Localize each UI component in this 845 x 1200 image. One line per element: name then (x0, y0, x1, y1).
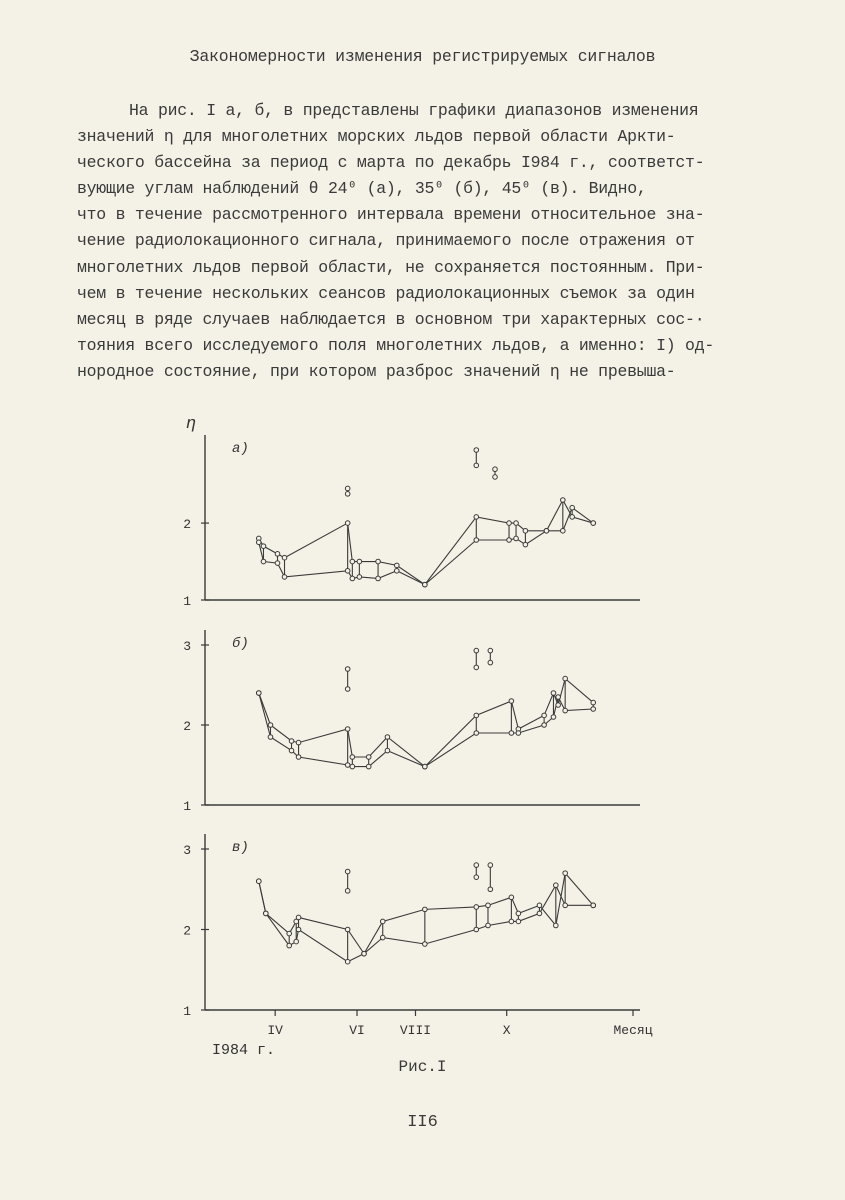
lower-point (514, 536, 519, 541)
chart-panel-2 (183, 630, 640, 814)
upper-point (366, 755, 371, 760)
upper-point (516, 911, 521, 916)
x-tick-label: VIII (399, 1023, 432, 1038)
panel-label: в) (232, 840, 249, 856)
isolated-range-top (488, 648, 493, 653)
upper-point (268, 723, 273, 728)
y-axis-label: η (186, 415, 197, 434)
paragraph-line: многолетних льдов первой области, не сохраняется постоянным. При- (77, 257, 705, 277)
lower-point (486, 923, 491, 928)
lower-point (345, 568, 350, 573)
lower-point (570, 505, 575, 510)
lower-point (542, 723, 547, 728)
lower-point (591, 521, 596, 526)
upper-point (474, 905, 479, 910)
isolated-range-bottom (493, 475, 498, 480)
paragraph-line: значений η для многолетних морских льдов первой области Аркти- (77, 127, 676, 147)
lower-point (256, 691, 261, 696)
lower-point (296, 927, 301, 932)
lower-point (474, 731, 479, 736)
lower-point (385, 748, 390, 753)
figure-chart (0, 400, 845, 1060)
lower-point (423, 582, 428, 587)
lower-series-line (259, 693, 593, 767)
upper-point (563, 676, 568, 681)
section-title: Закономерности изменения регистрируемых сигналов (189, 47, 656, 66)
page-number: II6 (407, 1113, 438, 1132)
lower-point (287, 943, 292, 948)
y-tick-label: 1 (183, 1004, 191, 1019)
lower-point (256, 540, 261, 545)
isolated-range-top (345, 869, 350, 874)
lower-point (394, 568, 399, 573)
upper-point (474, 713, 479, 718)
panel-label: а) (232, 441, 249, 457)
isolated-range-top (488, 863, 493, 868)
isolated-range-bottom (345, 687, 350, 692)
lower-point (264, 911, 269, 916)
y-tick-label: 2 (183, 923, 191, 939)
lower-point (474, 927, 479, 932)
upper-point (376, 559, 381, 564)
lower-point (591, 903, 596, 908)
upper-point (556, 703, 561, 708)
y-tick-label: 3 (183, 843, 191, 858)
upper-point (523, 528, 528, 533)
lower-point (366, 764, 371, 769)
paragraph-line: На рис. I а, б, в представлены графики диапазонов изменения (129, 101, 699, 120)
isolated-range-bottom (474, 665, 479, 670)
lower-point (516, 919, 521, 924)
paragraph-line: месяц в ряде случаев наблюдается в основном три характерных сос-· (77, 309, 705, 329)
lower-point (362, 951, 367, 956)
lower-point (523, 542, 528, 547)
y-tick-label: 1 (183, 799, 191, 814)
lower-series-line (259, 881, 593, 962)
lower-point (294, 939, 299, 944)
lower-point (256, 879, 261, 884)
upper-point (287, 931, 292, 936)
upper-point (289, 739, 294, 744)
lower-point (509, 731, 514, 736)
lower-point (551, 715, 556, 720)
upper-point (350, 755, 355, 760)
lower-point (516, 731, 521, 736)
lower-point (544, 528, 549, 533)
lower-point (474, 538, 479, 543)
upper-point (296, 740, 301, 745)
lower-point (296, 755, 301, 760)
x-axis-end-label: Месяц (613, 1023, 653, 1038)
upper-point (537, 903, 542, 908)
lower-point (268, 735, 273, 740)
isolated-range-bottom (345, 492, 350, 497)
lower-point (345, 959, 350, 964)
lower-point (261, 559, 266, 564)
isolated-range-top (493, 467, 498, 472)
upper-point (296, 915, 301, 920)
lower-point (554, 883, 559, 888)
upper-point (275, 552, 280, 557)
upper-point (554, 923, 559, 928)
paragraph-line: чем в течение нескольких сеансов радиолокационных съемок за один (77, 283, 695, 303)
lower-point (357, 575, 362, 580)
upper-point (509, 699, 514, 704)
paragraph-line: чение радиолокационного сигнала, принимаемого после отражения от (77, 231, 695, 251)
lower-point (380, 935, 385, 940)
paragraph-line: тояния всего исследуемого поля многолетних льдов, а именно: I) од- (77, 335, 715, 355)
lower-point (282, 575, 287, 580)
x-axis-year-label: I984 г. (212, 1042, 276, 1059)
lower-point (345, 763, 350, 768)
lower-point (289, 748, 294, 753)
upper-point (380, 919, 385, 924)
body-paragraph (77, 98, 777, 385)
upper-point (394, 563, 399, 568)
isolated-range-bottom (474, 875, 479, 880)
y-tick-label: 3 (183, 639, 191, 654)
upper-point (345, 927, 350, 932)
upper-point (509, 895, 514, 900)
upper-point (345, 727, 350, 732)
lower-point (537, 911, 542, 916)
upper-point (514, 521, 519, 526)
isolated-range-top (345, 486, 350, 491)
lower-point (563, 708, 568, 713)
lower-point (509, 919, 514, 924)
isolated-range-bottom (488, 887, 493, 892)
upper-point (591, 700, 596, 705)
panel-label: б) (232, 636, 249, 652)
isolated-range-bottom (488, 660, 493, 665)
lower-point (275, 561, 280, 566)
lower-point (376, 576, 381, 581)
upper-point (551, 691, 556, 696)
isolated-range-top (345, 667, 350, 672)
paragraph-line: вующие углам наблюдений θ 24⁰ (а), 35⁰ (б), 45⁰ (в). Видно, (77, 179, 647, 199)
paragraph-line: нородное состояние, при котором разброс значений η не превыша- (77, 361, 676, 381)
lower-point (563, 903, 568, 908)
paragraph-line: ческого бассейна за период с марта по декабрь I984 г., соответст- (77, 153, 705, 173)
upper-point (282, 555, 287, 560)
chart-panel-1 (183, 415, 640, 609)
lower-point (556, 695, 561, 700)
figure-caption: Рис.I (398, 1058, 447, 1076)
x-tick-label: VI (349, 1023, 365, 1038)
lower-point (591, 707, 596, 712)
upper-point (474, 515, 479, 520)
y-tick-label: 1 (183, 594, 191, 609)
upper-point (542, 713, 547, 718)
upper-point (486, 903, 491, 908)
upper-point (261, 544, 266, 549)
upper-point (561, 498, 566, 503)
upper-point (350, 559, 355, 564)
lower-series-line (259, 508, 593, 585)
isolated-range-top (474, 648, 479, 653)
x-tick-label: IV (267, 1023, 283, 1038)
upper-point (345, 521, 350, 526)
upper-point (507, 521, 512, 526)
upper-point (385, 735, 390, 740)
upper-point (563, 871, 568, 876)
upper-point (357, 559, 362, 564)
upper-series-line (259, 500, 593, 585)
isolated-range-top (474, 863, 479, 868)
x-tick-label: X (502, 1023, 511, 1038)
paragraph-line: что в течение рассмотренного интервала времени относительное зна- (77, 205, 705, 225)
lower-point (423, 942, 428, 947)
figure (0, 400, 845, 1065)
upper-point (423, 907, 428, 912)
upper-point (570, 515, 575, 520)
y-tick-label: 2 (183, 517, 191, 533)
isolated-range-bottom (345, 889, 350, 894)
isolated-range-top (474, 448, 479, 453)
lower-point (561, 528, 566, 533)
lower-point (350, 576, 355, 581)
lower-point (350, 764, 355, 769)
isolated-range-bottom (474, 463, 479, 468)
chart-panel-3 (183, 834, 653, 1059)
lower-point (507, 538, 512, 543)
y-tick-label: 2 (183, 719, 191, 734)
lower-point (423, 764, 428, 769)
